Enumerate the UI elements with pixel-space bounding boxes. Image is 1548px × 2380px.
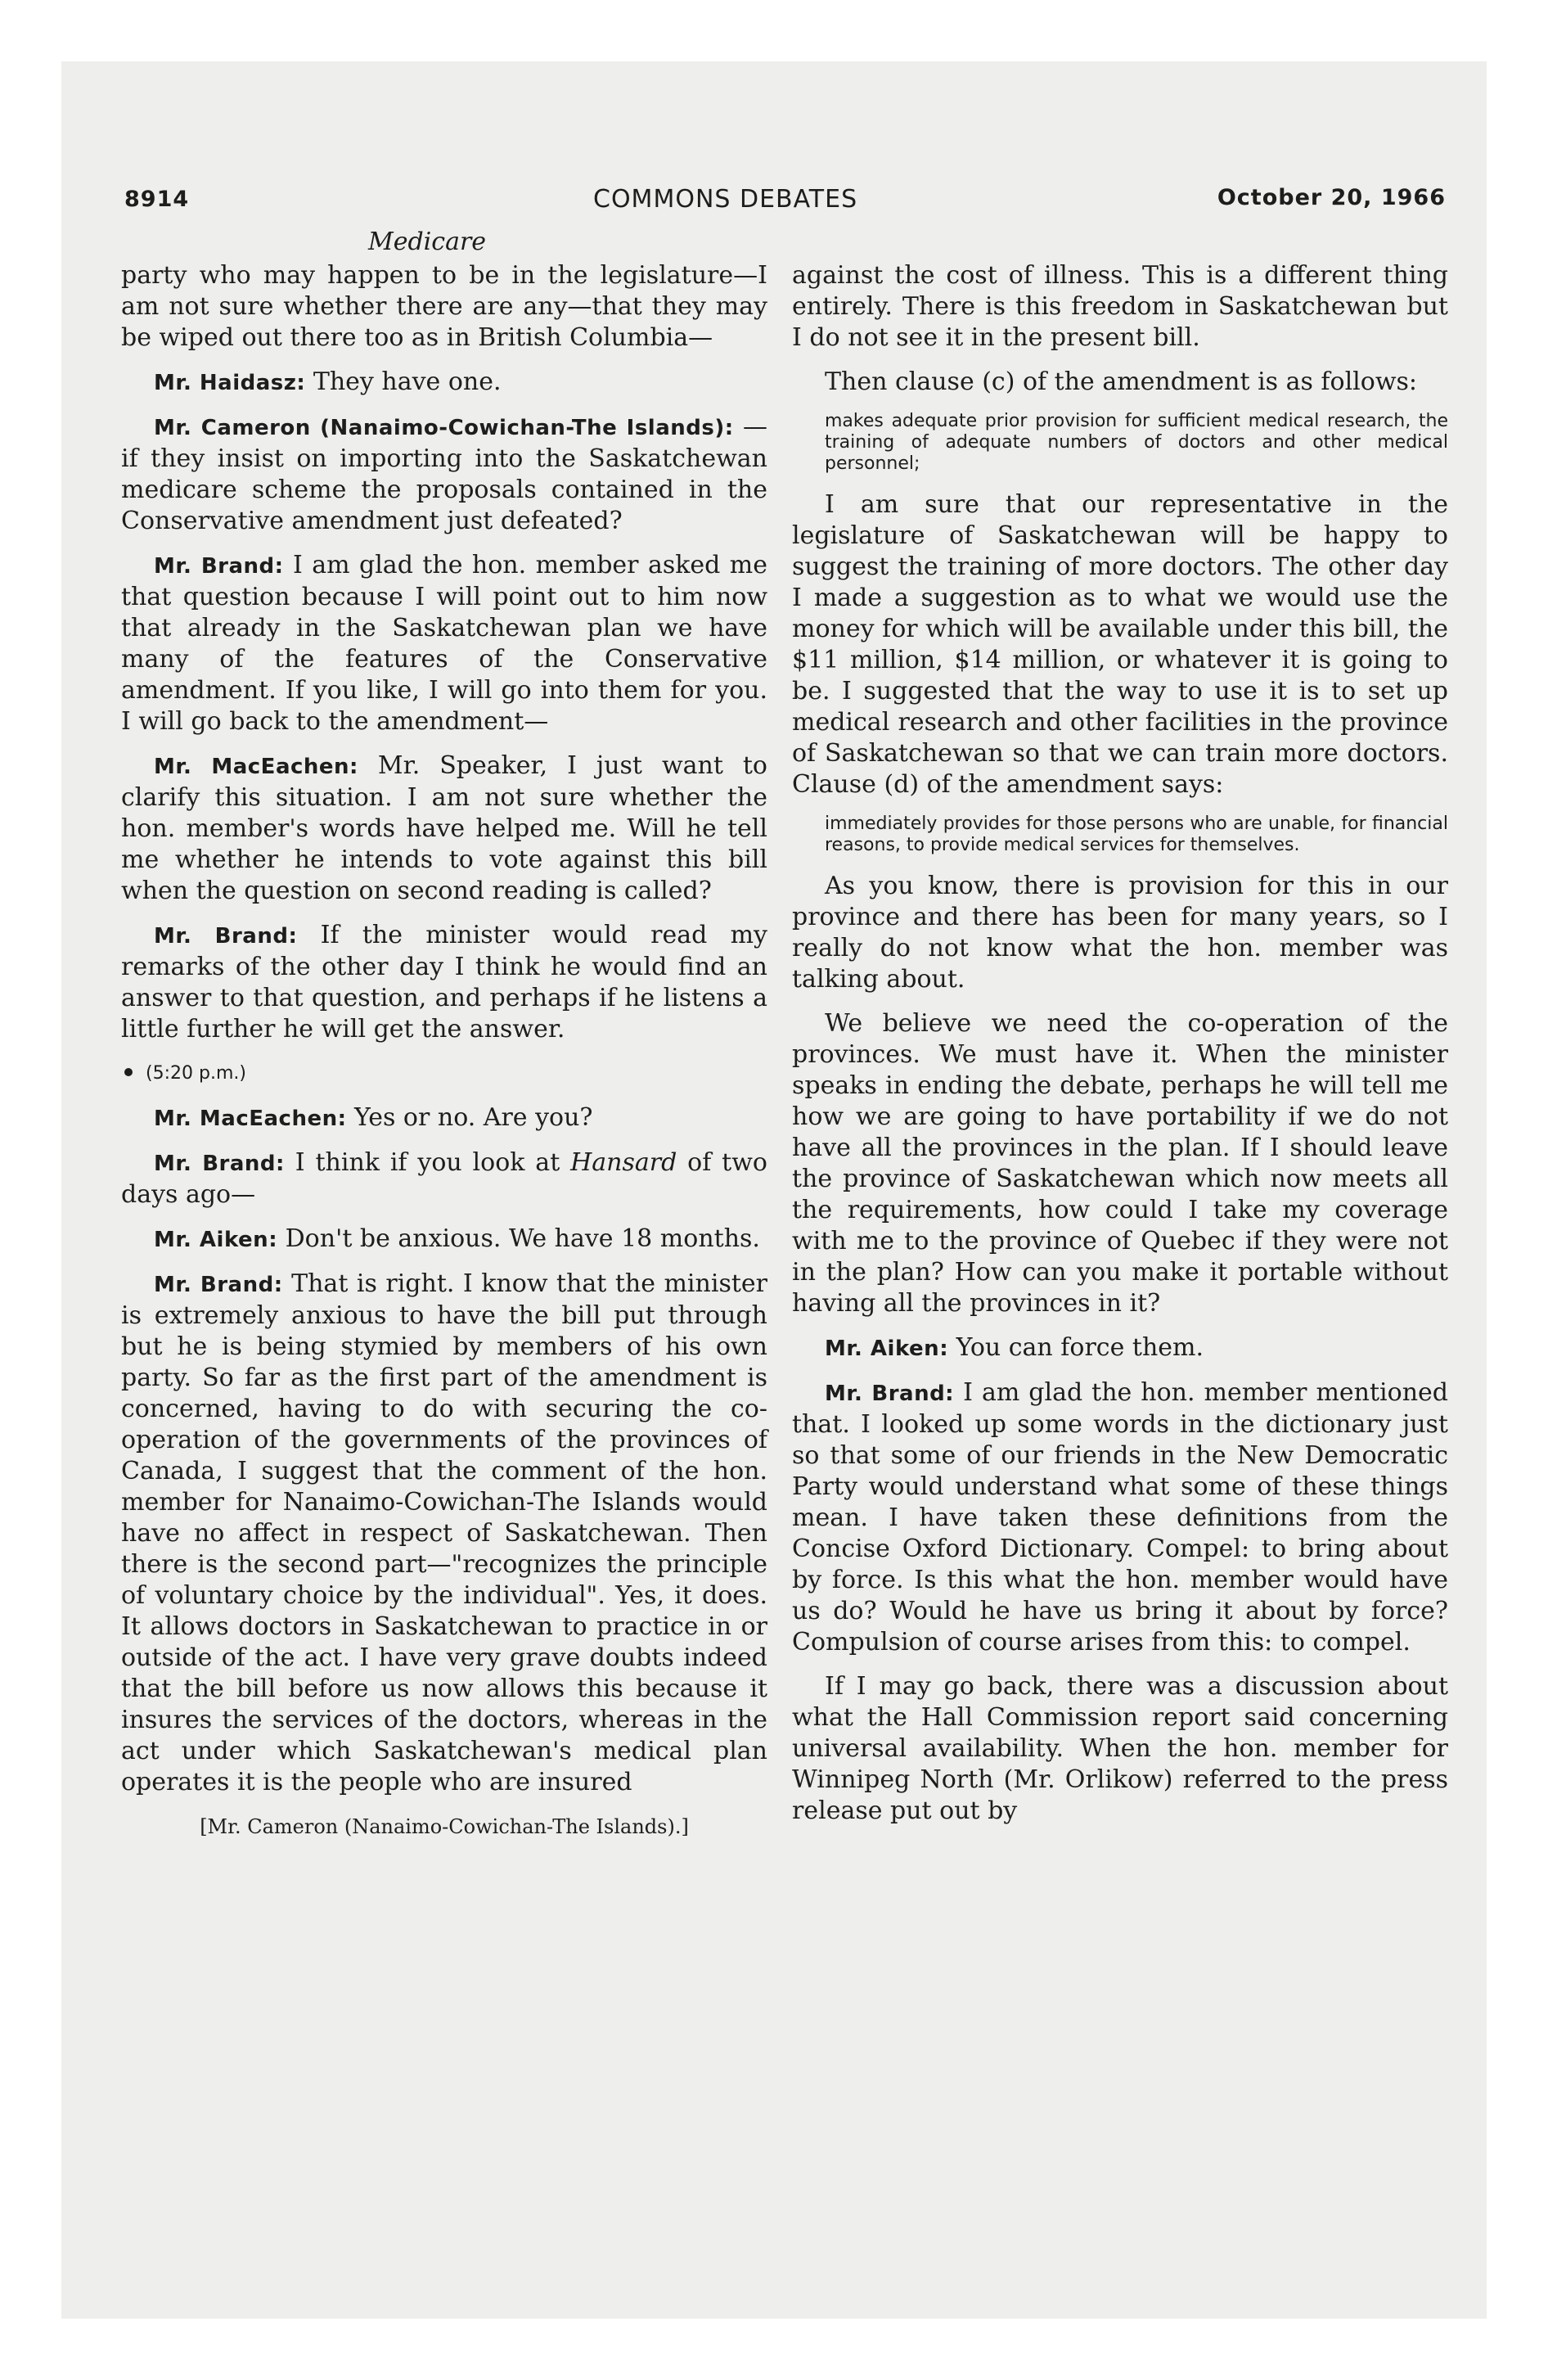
speech-text: Mr. Speaker, I just want to clarify this situation. I am not sure whether the hon. member's words have helped me. Will he tell me whether he intends to vote against this bill when the question on second reading is called? [121, 751, 767, 905]
speech-text: I am glad the hon. member asked me that question because I will point out to him now that already in the Saskatchewan plan we have many of the features of the Conservative amendment. If you like, I will go into them for you. I will go back to the amendment— [121, 551, 767, 736]
page-date: October 20, 1966 [1217, 185, 1446, 210]
speaker-name: Mr. Cameron (Nanaimo-Cowichan-The Islands): [154, 416, 734, 440]
footer-note: [Mr. Cameron (Nanaimo-Cowichan-The Islands).] [200, 1815, 689, 1838]
speaker-name: Mr. MacEachen: [154, 755, 358, 779]
speech [121, 1147, 767, 1210]
time-text: (5:20 p.m.) [146, 1063, 246, 1084]
running-head: COMMONS DEBATES [593, 185, 858, 214]
speech [121, 1269, 767, 1798]
page-number: 8914 [124, 187, 190, 212]
time-stamp [121, 1058, 767, 1089]
block-quote: makes adequate prior provision for sufficient medical research, the training of adequate numbers of doctors and other medical personnel; [825, 411, 1448, 474]
paragraph: We believe we need the co-operation of the provinces. We must have it. When the minister speaks in ending the debate, perhaps he will tell me how we are going to have portability if we do not have all the provinces in the plan. If I should leave the province of Saskatchewan which now meets all the requirements, how could I take my coverage with me to the province of Quebec if they were not in the plan? How can you make it portable without having all the provinces in it? [792, 1009, 1448, 1318]
hansard-title: Hansard [570, 1148, 677, 1177]
speech-text: That is right. I know that the minister is extremely anxious to have the bill put through but he is being stymied by members of his own party. So far as the first part of the amendment is concerned, having to do with securing the co-operation of the governments of the provinces of Canada, I suggest that the comment of the hon. member for Nanaimo-Cowichan-The Islands would have no affect in respect of Saskatchewan. Then there is the second part—"recognizes the principle of voluntary choice by the individual". Yes, it does. It allows doctors in Saskatchewan to practice in or outside of the act. I have very grave doubts indeed that the bill before us now allows this because it insures the services of the doctors, whereas in the act under which Saskatchewan's medical plan operates it is the people who are insured [121, 1269, 767, 1796]
speaker-name: Mr. Brand: [154, 554, 284, 579]
speech [121, 367, 767, 399]
speech-text: They have one. [305, 367, 502, 396]
speech-text: You can force them. [948, 1333, 1204, 1362]
speech [792, 1377, 1448, 1658]
right-column [792, 260, 1448, 1840]
subject-heading: Medicare [368, 228, 487, 256]
speaker-name: Mr. Brand: [154, 924, 298, 949]
speech-text: —if they insist on importing into the Saskatchewan medicare scheme the proposals contained in the Conservative amendment just defeated? [121, 412, 767, 535]
speech-text: of two days ago— [121, 1148, 767, 1209]
paragraph: As you know, there is provision for this in our province and there has been for many years, so I really do not know what the hon. member was talking about. [792, 872, 1448, 994]
speaker-name: Mr. Aiken: [154, 1228, 278, 1252]
speech-text: I think if you look at [284, 1148, 571, 1177]
speech-text: I am glad the hon. member mentioned that. I looked up some words in the dictionary just so that some of our friends in the New Democratic Party would understand what some of these things mean. I have taken these definitions from the Concise Oxford Dictionary. Compel: to bring about by force. Is this what the hon. member would have us do? Would he have us bring it about by force? Compulsion of course arises from this: to compel. [792, 1378, 1448, 1657]
block-quote: immediately provides for those persons who are unable, for financial reasons, to provide medical services for themselves. [825, 814, 1448, 855]
speaker-name: Mr. Brand: [825, 1382, 955, 1406]
paragraph: against the cost of illness. This is a different thing entirely. There is this freedom in Saskatchewan but I do not see it in the present bill. [792, 261, 1448, 352]
speech-text: Don't be anxious. We have 18 months. [277, 1224, 760, 1253]
speech [121, 751, 767, 907]
speech [121, 1102, 767, 1134]
speaker-name: Mr. MacEachen: [154, 1107, 347, 1131]
bullet-icon [124, 1068, 133, 1076]
speaker-name: Mr. Brand: [154, 1152, 285, 1176]
paragraph: party who may happen to be in the legislature—I am not sure whether there are any—that they may be wiped out there too as in British Columbia— [121, 261, 767, 352]
speech [121, 920, 767, 1045]
speech-text: Yes or no. Are you? [346, 1103, 593, 1132]
speech [121, 412, 767, 537]
speech-text: If the minister would read my remarks of the other day I think he would find an answer to that question, and perhaps if he listens a little further he will get the answer. [121, 921, 767, 1044]
speech [792, 1332, 1448, 1364]
paragraph: I am sure that our representative in the legislature of Saskatchewan will be happy to suggest the training of more doctors. The other day I made a suggestion as to what we would use the money for which will be available under this bill, the $11 million, $14 million, or whatever it is going to be. I suggested that the way to use it is to set up medical research and other facilities in the province of Saskatchewan so that we can train more doctors. Clause (d) of the amendment says: [792, 490, 1448, 799]
speaker-name: Mr. Haidasz: [154, 371, 306, 395]
paragraph: If I may go back, there was a discussion about what the Hall Commission report said concerning universal availability. When the hon. member for Winnipeg North (Mr. Orlikow) referred to the press release put out by [792, 1672, 1448, 1825]
paragraph: Then clause (c) of the amendment is as follows: [825, 367, 1418, 396]
speaker-name: Mr. Brand: [154, 1273, 283, 1297]
speaker-name: Mr. Aiken: [825, 1336, 949, 1361]
left-column [121, 260, 767, 1842]
speech [121, 550, 767, 737]
speech [121, 1224, 767, 1255]
